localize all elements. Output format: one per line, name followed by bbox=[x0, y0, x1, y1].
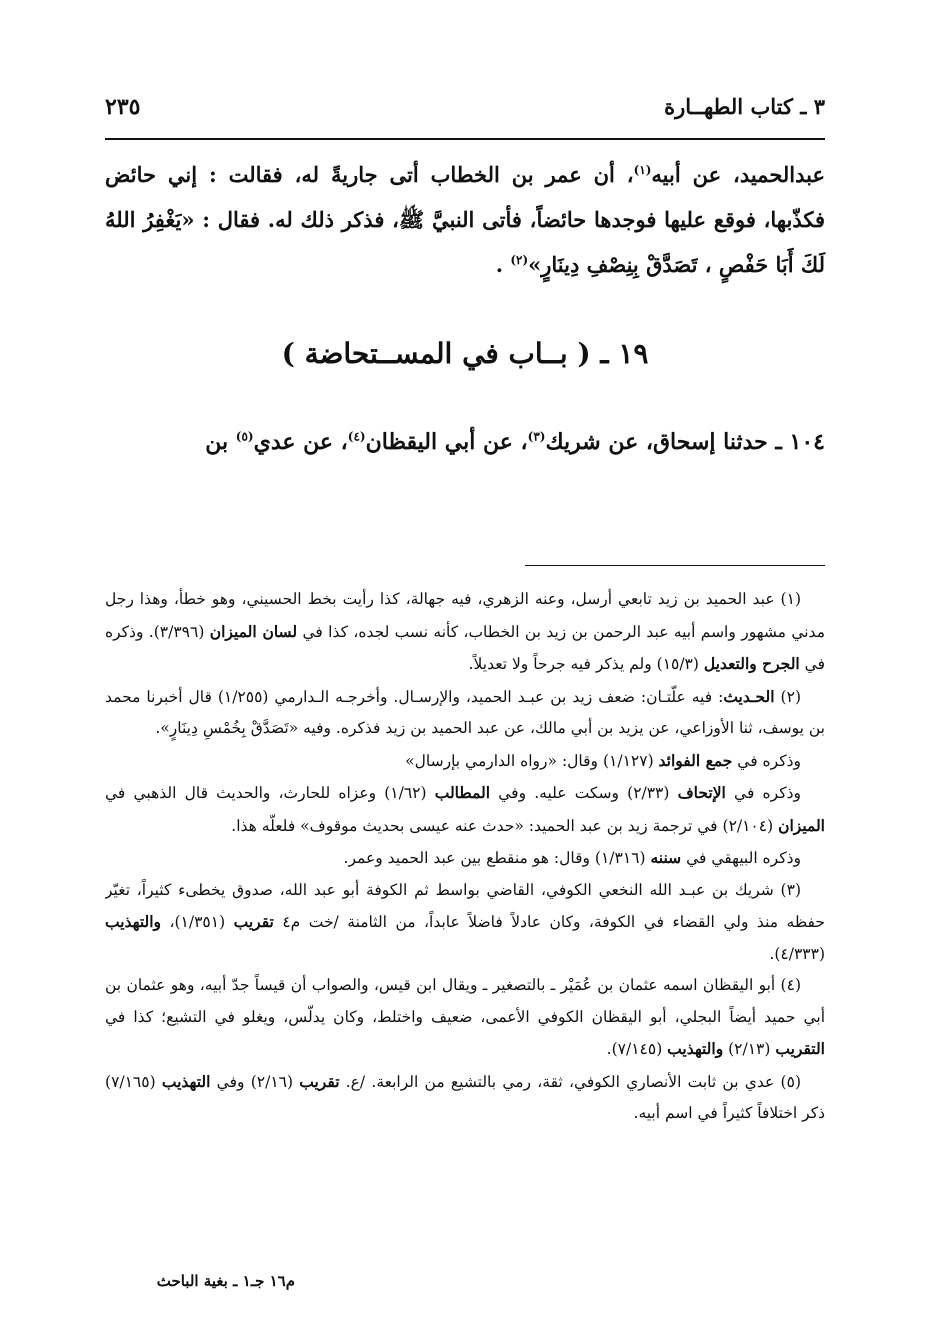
main-text-block bbox=[105, 152, 825, 287]
book-title: الإتحاف bbox=[677, 783, 726, 802]
footnote-2-continued bbox=[105, 745, 825, 778]
main-text-segment: عبدالحميد، عن أبيه bbox=[651, 162, 826, 187]
footnote-text: (١/٦٢) وعزاه للحارث، والحديث قال الذهبي في bbox=[105, 784, 435, 802]
footnote-text: (٧/١٤٥). bbox=[606, 1040, 668, 1058]
footnote-text: (٢/٣٣) وسكت عليه. وفي bbox=[490, 784, 678, 802]
page-number: ٢٣٥ bbox=[105, 94, 141, 120]
book-title: والتهذيب bbox=[105, 912, 162, 931]
book-title: سننه bbox=[650, 848, 682, 867]
footnote-marker: (٣) bbox=[780, 880, 801, 899]
footnote-text: (٢/١٦) وفي bbox=[210, 1072, 300, 1091]
hadith-104-opening bbox=[105, 420, 825, 464]
chapter-running-title: ٣ ـ كتاب الطهــارة bbox=[664, 94, 825, 119]
hadith-number: ١٠٤ bbox=[789, 429, 825, 455]
prophetic-quote: «يَغْفِرُ اللهُ لَكَ أَبَا حَفْصٍ ، تَصَدَّقْ بِنِصْفِ دِينَارٍ» bbox=[105, 207, 825, 277]
footnote-marker: (١) bbox=[780, 590, 801, 608]
footnote-4 bbox=[105, 970, 825, 1066]
book-title: تقريب bbox=[299, 1071, 340, 1091]
book-title: التهذيب bbox=[161, 1071, 211, 1091]
footnote-5 bbox=[105, 1066, 825, 1130]
book-title: المطالب bbox=[434, 783, 491, 802]
main-text-segment: ، أن عمر بن الخطاب أتى جاريةً له، فقالت : إني حائض فكذّبها، فوقع عليها فوجدها حائضاً، فأتى النبيَّ ﷺ، فذكر ذلك له. فقال : bbox=[105, 162, 825, 232]
footnote-ref-2: (٢) bbox=[510, 253, 529, 267]
footnote-text: شريك بن عبـد الله النخعي الكوفي، القاضي بواسط ثم الكوفة أبو عبد الله، صدوق يخطىء كثيراً، تغيّر حفظه منذ ولي القضاء في الكوفة، وكان عادلاً فاضلاً عابداً، من الثامنة /خت م٤ bbox=[105, 880, 825, 931]
header-divider bbox=[105, 138, 825, 140]
footnote-2-continued bbox=[105, 777, 825, 842]
footnote-text: أبو اليقظان اسمه عثمان بن عُمَيْر ـ بالتصغير ـ ويقال ابن قيس، والصواب أن قيساً جدّ أبيه، وهو عثمان بن أبي حميد أيضاً البجلي، أبو اليقظان الكوفي الأعمى، ضعيف واختلط، وكان يدلّس، ويغلو في التشيع؛ كذا في bbox=[105, 976, 825, 1026]
chapter-heading: ١٩ ـ ( بــاب في المســتحاضة ) bbox=[281, 337, 649, 370]
bold-term: الحـديث bbox=[723, 686, 775, 706]
footnote-2 bbox=[105, 681, 825, 745]
footnote-marker: (٢) bbox=[780, 687, 801, 706]
footnote-ref-5: (٥) bbox=[235, 429, 254, 444]
footnote-text: عبد الحميد بن زيد تابعي أرسل، وعنه الزهري، فيه جهالة، كذا رأيت بخط الحسيني، وهو خطأ، وهذا رجل مدني مشهور واسم أبيه عبد الرحمن بن زيد بن الخطاب، كأنه نسب لجده، كذا في bbox=[105, 590, 825, 641]
footnote-1 bbox=[105, 584, 825, 681]
footnote-ref-3: (٣) bbox=[527, 429, 546, 444]
footnote-divider bbox=[525, 565, 825, 566]
book-title: تقريب bbox=[233, 912, 274, 931]
hadith-text-segment: ، عن عدي bbox=[253, 429, 348, 455]
page-footer: م١٦ جـ١ ـ بغية الباحث bbox=[156, 1272, 295, 1290]
book-title: التقريب bbox=[775, 1039, 825, 1058]
book-title: الجرح والتعديل bbox=[703, 654, 800, 673]
footnote-text: (١٥/٣) ولم يذكر فيه جرحاً ولا تعديلاً. bbox=[468, 655, 704, 673]
hadith-text-segment: بن bbox=[205, 429, 236, 455]
book-title: جمع الفوائد bbox=[658, 750, 733, 770]
footnote-text: وذكره البيهقي في bbox=[681, 849, 801, 867]
footnote-text: (١/٣١٦) وقال: هو منقطع بين عبد الحميد وعمر. bbox=[343, 849, 651, 867]
footnote-text: (٢/١٣) bbox=[723, 1040, 776, 1058]
book-title: الميزان bbox=[778, 815, 825, 835]
footnote-text: (١/١٢٧) وقال: «رواه الدارمي بإرسال» bbox=[405, 751, 659, 770]
hadith-text-segment: ـ حدثنا إسحاق، عن شريك bbox=[545, 429, 790, 455]
footnote-text: (١/٣٥١)، bbox=[161, 913, 234, 931]
footnote-ref-1: (١) bbox=[633, 163, 652, 177]
hadith-text-segment: ، عن أبي اليقظان bbox=[365, 429, 528, 455]
footnote-text: عدي بن ثابت الأنصاري الكوفي، ثقة، رمي بالتشيع من الرابعة. /ع. bbox=[339, 1072, 781, 1091]
main-text-end: . bbox=[495, 252, 511, 277]
footnote-ref-4: (٤) bbox=[347, 429, 366, 444]
footnote-text: (٣/٣٩٦). وذكره في bbox=[105, 622, 825, 673]
footnote-text: (٢/١٠٤) في ترجمة زيد بن عبد الحميد: «حدث عنه عيسى بحديث موقوف» فلعلّه هذا. bbox=[231, 816, 779, 835]
book-title: والتهذيب bbox=[667, 1039, 724, 1058]
footnote-text: (٤/٣٣٣). bbox=[769, 944, 825, 963]
footnote-3 bbox=[105, 875, 825, 971]
footnote-text: وذكره في bbox=[725, 784, 801, 802]
footnote-text: : فيه علّتـان: ضعف زيد بن عبـد الحميد، والإرسـال. وأخرجـه الـدارمي (١/٢٥٥) قال أخبرنا محمد بن يوسف، ثنا الأوزاعي، عن يزيد بن أبي مالك، عن عبد الحميد بن زيد فذكره. وفيه «تَصَدَّقْ بِخُمْسِ دِينَارٍ». bbox=[105, 687, 825, 737]
footnote-text: (٧/١٦٥) ذكر اختلافاً كثيراً في اسم أبيه. bbox=[105, 1072, 825, 1122]
footnotes-section bbox=[105, 584, 825, 1224]
page-header bbox=[105, 88, 825, 128]
footnote-marker: (٥) bbox=[780, 1072, 801, 1091]
book-title: لسان الميزان bbox=[209, 621, 298, 641]
main-paragraph bbox=[105, 152, 825, 287]
footnote-text: وذكره في bbox=[732, 751, 801, 770]
footnote-marker: (٤) bbox=[780, 976, 801, 994]
footnote-2-continued bbox=[105, 842, 825, 875]
